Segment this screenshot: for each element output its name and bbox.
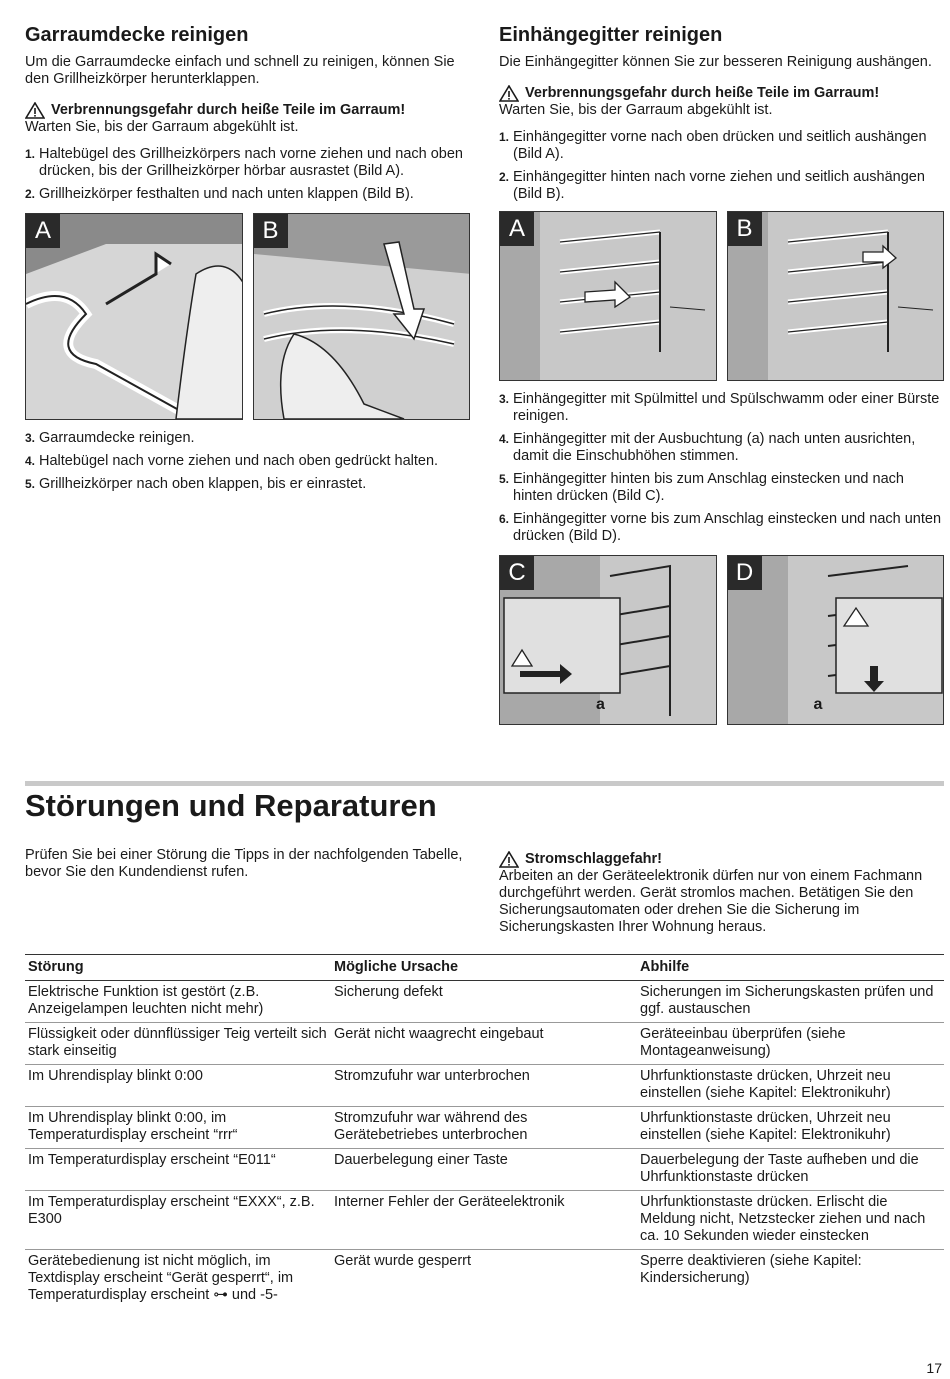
table-cell: Dauerbelegung der Taste aufheben und die Uhrfunktionstaste drücken (637, 1149, 944, 1191)
figure-rack-c (499, 555, 717, 725)
table-cell: Im Temperaturdisplay erscheint “E011“ (25, 1149, 331, 1191)
table-cell: Geräteeinbau überprüfen (siehe Montageanweisung) (637, 1023, 944, 1065)
figure-grill-b (253, 213, 471, 420)
troubleshooting-table (25, 954, 944, 1308)
figure-label: D (728, 556, 762, 590)
list-item: 5. Grillheizkörper nach oben klappen, bis er einrastet. (25, 476, 367, 492)
left-column (25, 22, 470, 499)
figure-rack-a (499, 211, 717, 381)
callout-label: a (596, 696, 605, 713)
left-warning-text: Warten Sie, bis der Garraum abgekühlt ist. (25, 119, 299, 135)
section-intro: Prüfen Sie bei einer Störung die Tipps in der nachfolgenden Tabelle, bevor Sie den Kundendienst rufen. (25, 847, 463, 880)
right-intro: Die Einhängegitter können Sie zur besseren Reinigung aushängen. (499, 54, 932, 70)
table-cell: Dauerbelegung einer Taste (331, 1149, 637, 1191)
table-cell: Im Temperaturdisplay erscheint “EXXX“, z.B. E300 (25, 1191, 331, 1250)
table-row (25, 981, 944, 1023)
warning-triangle-icon (25, 102, 45, 119)
table-row (25, 1065, 944, 1107)
left-figures (25, 213, 470, 420)
shock-warning (499, 851, 944, 936)
figure-label: B (254, 214, 288, 248)
figure-label: A (26, 214, 60, 248)
shock-warning-text: Arbeiten an der Geräteelektronik dürfen nur von einem Fachmann durchgeführt werden. Gerät stromlos machen. Betätigen Sie den Sicherungsautomaten oder drehen Sie die Sicherung im Sicherungskasten Ihrer Wohnung heraus. (499, 868, 923, 935)
left-title: Garraumdecke reinigen (25, 24, 249, 46)
right-warning-text: Warten Sie, bis der Garraum abgekühlt ist. (499, 102, 773, 118)
right-steps-a (499, 129, 944, 203)
right-figures-top (499, 211, 944, 381)
callout-label: a (813, 696, 823, 713)
page-number: 17 (926, 1360, 942, 1376)
table-cell: Uhrfunktionstaste drücken. Erlischt die Meldung nicht, Netzstecker ziehen und nach ca. 10 Sekunden wieder einstecken (637, 1191, 944, 1250)
table-row (25, 1107, 944, 1149)
shock-warning-title: Stromschlaggefahr! (525, 851, 662, 867)
table-cell: Flüssigkeit oder dünnflüssiger Teig verteilt sich stark einseitig (25, 1023, 331, 1065)
table-cell: Uhrfunktionstaste drücken, Uhrzeit neu einstellen (siehe Kapitel: Elektronikuhr) (637, 1107, 944, 1149)
table-cell: Sicherung defekt (331, 981, 637, 1023)
table-cell: Sperre deaktivieren (siehe Kapitel: Kindersicherung) (640, 1253, 862, 1286)
list-item: 3. Garraumdecke reinigen. (25, 430, 195, 446)
list-item: 2. Grillheizkörper festhalten und nach unten klappen (Bild B). (25, 186, 414, 202)
figure-label: B (728, 212, 762, 246)
table-cell: Stromzufuhr war während des Gerätebetriebes unterbrochen (331, 1107, 637, 1149)
table-cell: Uhrfunktionstaste drücken, Uhrzeit neu einstellen (siehe Kapitel: Elektronikuhr) (637, 1065, 944, 1107)
list-item: 4. Haltebügel nach vorne ziehen und nach oben gedrückt halten. (25, 453, 439, 469)
table-cell: Elektrische Funktion ist gestört (z.B. Anzeigelampen leuchten nicht mehr) (25, 981, 331, 1023)
list-item: 1. Haltebügel des Grillheizkörpers nach vorne ziehen und nach oben drücken, bis der Grillheizkörper hörbar ausrastet (Bild A). (25, 146, 463, 179)
table-row (25, 1250, 944, 1309)
table-cell: Stromzufuhr war unterbrochen (331, 1065, 637, 1107)
right-title: Einhängegitter reinigen (499, 24, 723, 46)
warning-triangle-icon (499, 85, 519, 102)
table-cell: Im Uhrendisplay blinkt 0:00, im Temperaturdisplay erscheint “rrr“ (25, 1107, 331, 1149)
shock-warning-heading (499, 851, 944, 868)
left-steps-a (25, 146, 470, 203)
table-cell: Sicherungen im Sicherungskasten prüfen und ggf. austauschen (637, 981, 944, 1023)
list-item: 1. Einhängegitter vorne nach oben drücken und seitlich aushängen (Bild A). (499, 129, 927, 162)
table-cell: Gerätebedienung ist nicht möglich, im Textdisplay erscheint “Gerät gesperrt“, im Temperaturdisplay erscheint ⊶ und -5- (28, 1253, 294, 1303)
right-warning (499, 85, 944, 102)
header-stoerung: Störung (25, 955, 331, 981)
left-warning-title: Verbrennungsgefahr durch heiße Teile im Garraum! (51, 102, 406, 118)
right-column (499, 22, 944, 735)
table-header-row (25, 955, 944, 981)
left-intro: Um die Garraumdecke einfach und schnell zu reinigen, können Sie den Grillheizkörper herunterklappen. (25, 54, 455, 87)
section-divider (25, 781, 944, 786)
left-warning (25, 102, 470, 119)
table-cell: Interner Fehler der Geräteelektronik (331, 1191, 637, 1250)
section-title: Störungen und Reparaturen (25, 788, 437, 823)
left-steps-b (25, 430, 470, 493)
right-steps-b (499, 391, 944, 545)
figure-label: A (500, 212, 534, 246)
header-ursache: Mögliche Ursache (331, 955, 637, 981)
list-item: 6. Einhängegitter vorne bis zum Anschlag einstecken und nach unten drücken (Bild D). (499, 511, 942, 544)
table-cell: Gerät nicht waagrecht eingebaut (331, 1023, 637, 1065)
right-figures-bottom (499, 555, 944, 725)
list-item: 2. Einhängegitter hinten nach vorne ziehen und seitlich aushängen (Bild B). (499, 169, 925, 202)
table-cell: Gerät wurde gesperrt (334, 1253, 472, 1269)
header-abhilfe: Abhilfe (637, 955, 944, 981)
right-warning-title: Verbrennungsgefahr durch heiße Teile im Garraum! (525, 85, 880, 101)
figure-rack-b (727, 211, 945, 381)
list-item: 3. Einhängegitter mit Spülmittel und Spülschwamm oder einer Bürste reinigen. (499, 391, 940, 424)
table-row (25, 1191, 944, 1250)
figure-label: C (500, 556, 534, 590)
table-row (25, 1149, 944, 1191)
figure-rack-d (727, 555, 945, 725)
warning-triangle-icon (499, 851, 519, 868)
figure-grill-a (25, 213, 243, 420)
table-row (25, 1023, 944, 1065)
list-item: 5. Einhängegitter hinten bis zum Anschlag einstecken und nach hinten drücken (Bild C). (499, 471, 904, 504)
table-cell: Im Uhrendisplay blinkt 0:00 (25, 1065, 331, 1107)
list-item: 4. Einhängegitter mit der Ausbuchtung (a) nach unten ausrichten, damit die Einschubhöhen stimmen. (499, 431, 916, 464)
